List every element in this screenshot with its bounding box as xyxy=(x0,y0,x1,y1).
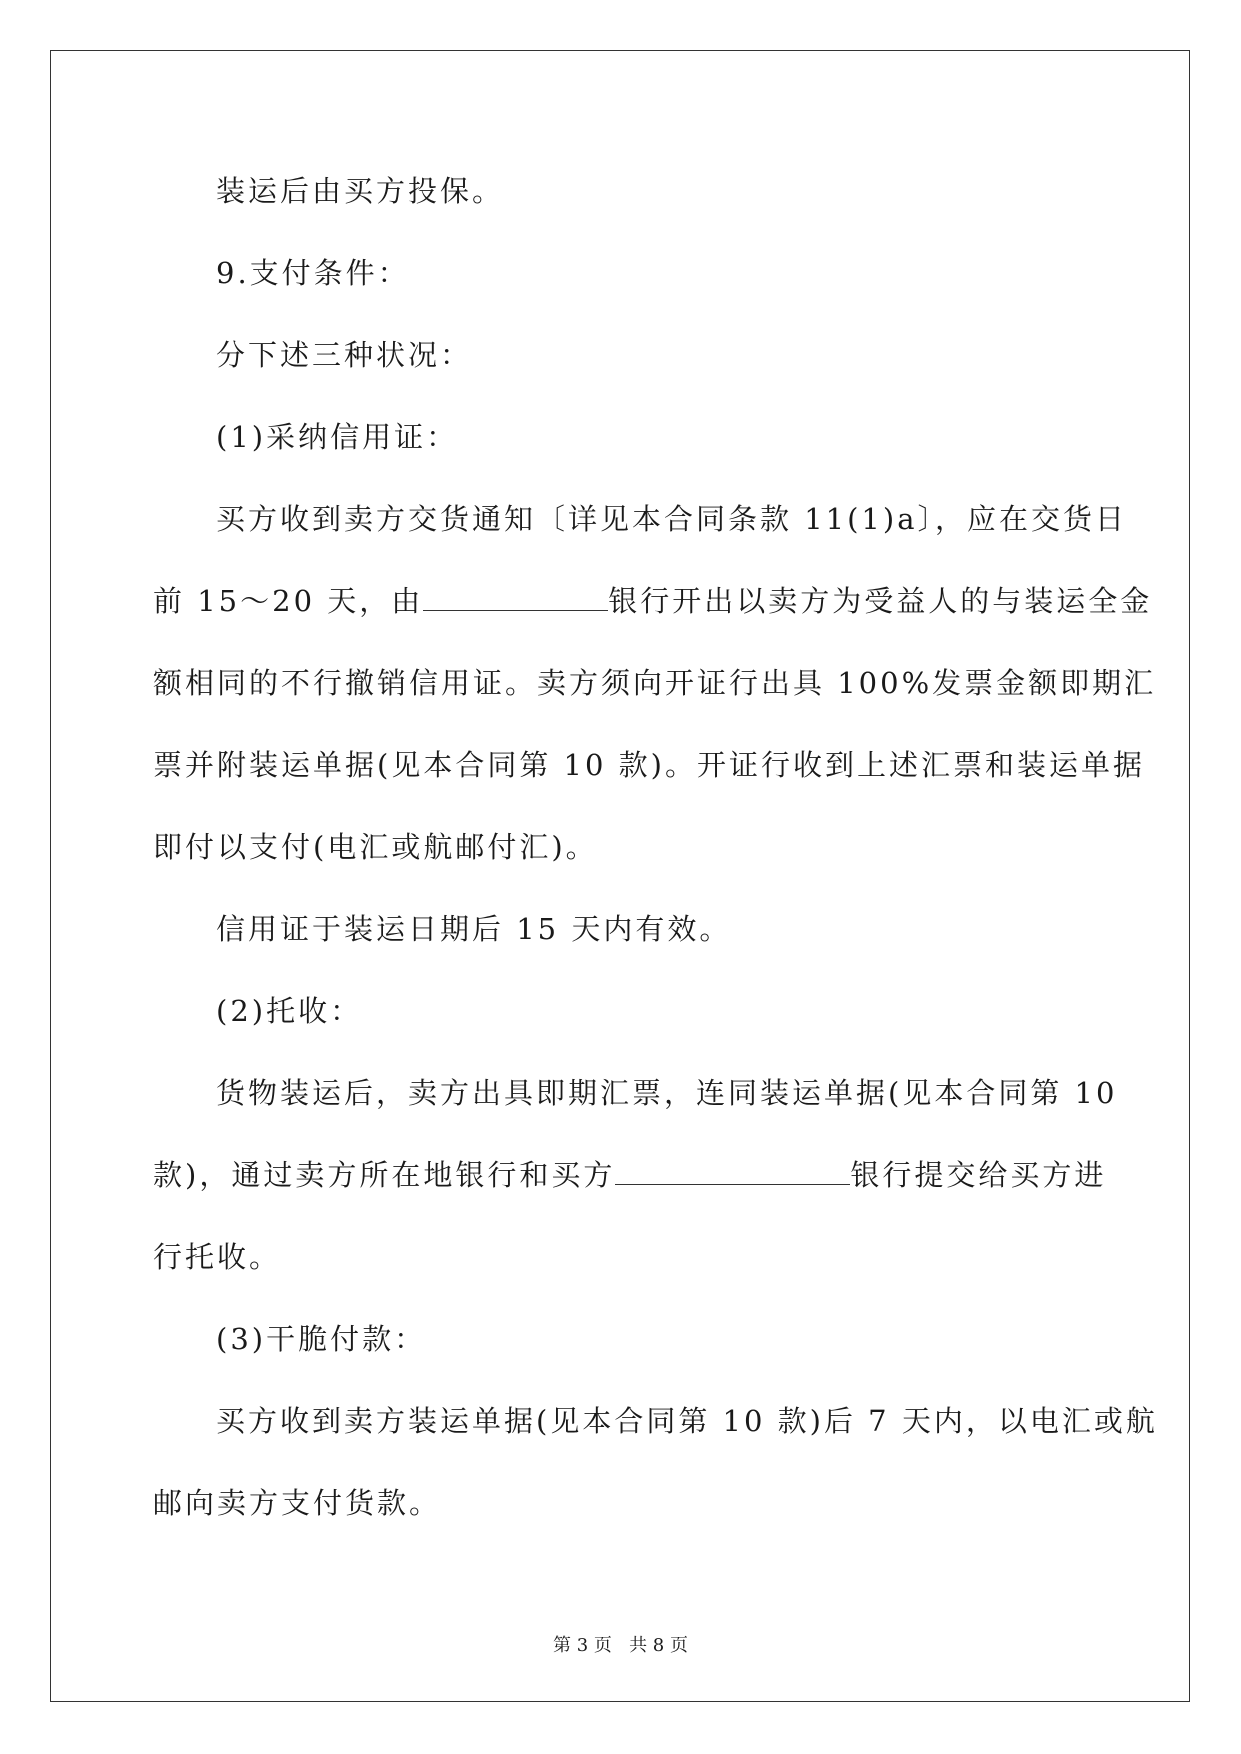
page-total: 共 8 页 xyxy=(629,1635,688,1656)
page-number: 第 3 页 xyxy=(553,1635,612,1656)
text-line xyxy=(153,1134,1107,1216)
text-line: 买方收到卖方装运单据(见本合同第 10 款)后 7 天内，以电汇或航 xyxy=(216,1404,1158,1438)
text-fragment: 银行开出以卖方为受益人的与装运全金 xyxy=(608,584,1153,618)
text-line: 票并附装运单据(见本合同第 10 款)。开证行收到上述汇票和装运单据 xyxy=(153,748,1145,782)
text-fragment: 前 15～20 天，由 xyxy=(153,584,424,618)
paragraph-collection-terms xyxy=(153,1052,1118,1298)
heading-collection: (2)托收： xyxy=(216,994,363,1028)
text-line: 货物装运后，卖方出具即期汇票，连同装运单据(见本合同第 10 xyxy=(216,1076,1118,1110)
page-footer xyxy=(0,1631,1241,1657)
paragraph-direct-payment-terms xyxy=(153,1380,1158,1544)
paragraph-three-cases: 分下述三种状况： xyxy=(216,338,473,372)
text-line xyxy=(153,560,1153,642)
bank-name-blank xyxy=(423,586,608,611)
text-fragment: 银行提交给买方进 xyxy=(850,1158,1107,1192)
text-line: 邮向卖方支付货款。 xyxy=(153,1486,442,1520)
heading-direct-payment: (3)干脆付款： xyxy=(216,1322,427,1356)
paragraph-lc-validity: 信用证于装运日期后 15 天内有效。 xyxy=(216,912,732,946)
text-line: 额相同的不行撤销信用证。卖方须向开证行出具 100%发票金额即期汇 xyxy=(153,666,1157,700)
bank-name-blank xyxy=(615,1160,850,1185)
paragraph-insurance: 装运后由买方投保。 xyxy=(216,174,505,208)
document-body xyxy=(153,150,1158,1544)
text-line: 即付以支付(电汇或航邮付汇)。 xyxy=(153,830,598,864)
text-fragment: 款)，通过卖方所在地银行和买方 xyxy=(153,1158,616,1192)
text-line: 买方收到卖方交货通知〔详见本合同条款 11(1)a〕，应在交货日 xyxy=(216,502,1127,536)
heading-letter-of-credit: (1)采纳信用证： xyxy=(216,420,459,454)
heading-payment-terms: 9.支付条件： xyxy=(216,256,410,290)
text-line: 行托收。 xyxy=(153,1240,282,1274)
paragraph-letter-of-credit-terms xyxy=(153,478,1157,888)
